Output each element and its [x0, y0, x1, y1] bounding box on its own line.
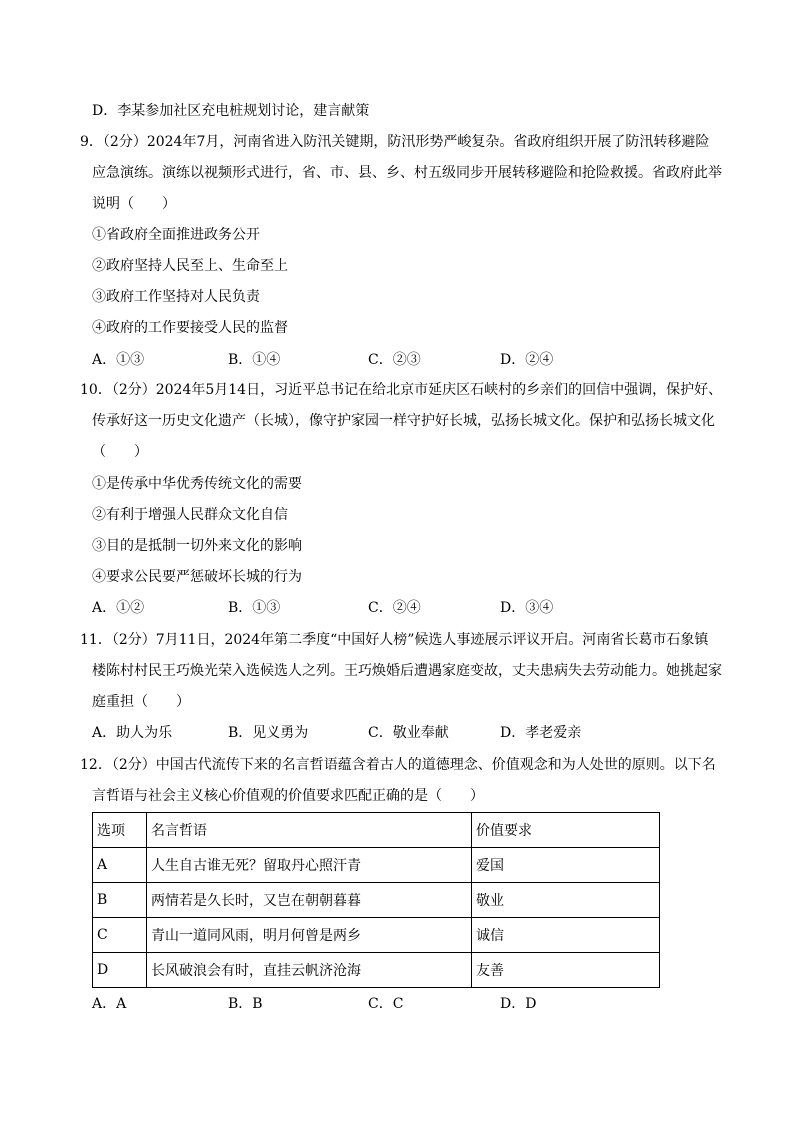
text-line: 楼陈村村民王巧焕光荣入选候选人之列。王巧焕婚后遭遇家庭变故，丈夫患病失去劳动能力。她挑起家	[92, 663, 722, 679]
table-row	[93, 848, 660, 883]
text-line: 说明（ ）	[92, 196, 176, 212]
text-line: ③目的是抵制一切外来文化的影响	[92, 538, 302, 554]
table-cell: 友善	[472, 953, 660, 988]
text-line: 10．（2分）2024年5月14日，习近平总书记在给北京市延庆区石峡村的乡亲们的回信中强调，保护好、	[80, 382, 723, 398]
text-line: 11．（2分）7月11日，2024年第二季度“中国好人榜”候选人事迹展示评议开启。河南省长葛市石象镇	[80, 632, 709, 648]
text-line: ②政府坚持人民至上、生命至上	[92, 258, 288, 274]
text-line: D．李某参加社区充电桩规划讨论，建言献策	[92, 103, 370, 119]
answer-option: A．A	[92, 996, 127, 1012]
question-12-table	[92, 812, 660, 988]
table-cell: 长风破浪会有时，直挂云帆济沧海	[147, 953, 472, 988]
answer-option: A．助人为乐	[92, 725, 173, 741]
text-line: 12．（2分）中国古代流传下来的名言哲语蕴含着古人的道德理念、价值观念和为人处世的原则。以下名	[80, 757, 716, 773]
text-line: ①省政府全面推进政务公开	[92, 227, 260, 243]
text-line: 庭重担（ ）	[92, 694, 190, 710]
table-cell: C	[93, 918, 147, 953]
table-cell: 人生自古谁无死？留取丹心照汗青	[147, 848, 472, 883]
text-line: ②有利于增强人民群众文化自信	[92, 507, 288, 523]
answer-option: C．C	[368, 996, 404, 1012]
answer-option: D．③④	[500, 600, 554, 616]
table-row	[93, 918, 660, 953]
header-value: 价值要求	[472, 813, 660, 848]
answer-option: C．②④	[368, 600, 421, 616]
table-cell: 爱国	[472, 848, 660, 883]
text-line: 传承好这一历史文化遗产（长城），像守护家园一样守护好长城，弘扬长城文化。保护和弘扬长城文化	[92, 413, 715, 429]
answer-option: C．②③	[368, 352, 421, 368]
header-option: 选项	[93, 813, 147, 848]
table-cell: 敬业	[472, 883, 660, 918]
text-line: 应急演练。演练以视频形式进行，省、市、县、乡、村五级同步开展转移避险和抢险救援。省政府此举	[92, 165, 722, 181]
table-cell: 两情若是久长时，又岂在朝朝暮暮	[147, 883, 472, 918]
answer-option: C．敬业奉献	[368, 725, 449, 741]
answer-option: B．见义勇为	[228, 725, 309, 741]
text-line: （ ）	[92, 444, 148, 460]
table-header-row	[93, 813, 660, 848]
table-cell: A	[93, 848, 147, 883]
answer-option: D．②④	[500, 352, 554, 368]
text-line: ①是传承中华优秀传统文化的需要	[92, 476, 302, 492]
answer-option: A．①③	[92, 352, 145, 368]
answer-option: D．D	[500, 996, 537, 1012]
answer-option: D．孝老爱亲	[500, 725, 582, 741]
text-line: 9．（2分）2024年7月，河南省进入防汛关键期，防汛形势严峻复杂。省政府组织开展了防汛转移避险	[80, 134, 710, 150]
table-row	[93, 953, 660, 988]
answer-option: B．①④	[228, 352, 281, 368]
answer-option: B．①③	[228, 600, 281, 616]
answer-option: A．①②	[92, 600, 145, 616]
text-line: ③政府工作坚持对人民负责	[92, 289, 260, 305]
text-line: 言哲语与社会主义核心价值观的价值要求匹配正确的是（ ）	[92, 788, 484, 804]
table-cell: D	[93, 953, 147, 988]
table-cell: 青山一道同风雨，明月何曾是两乡	[147, 918, 472, 953]
header-saying: 名言哲语	[147, 813, 472, 848]
text-line: ④政府的工作要接受人民的监督	[92, 320, 288, 336]
text-line: ④要求公民要严惩破坏长城的行为	[92, 569, 302, 585]
table-row	[93, 883, 660, 918]
table-cell: 诚信	[472, 918, 660, 953]
table-cell: B	[93, 883, 147, 918]
answer-option: B．B	[228, 996, 263, 1012]
